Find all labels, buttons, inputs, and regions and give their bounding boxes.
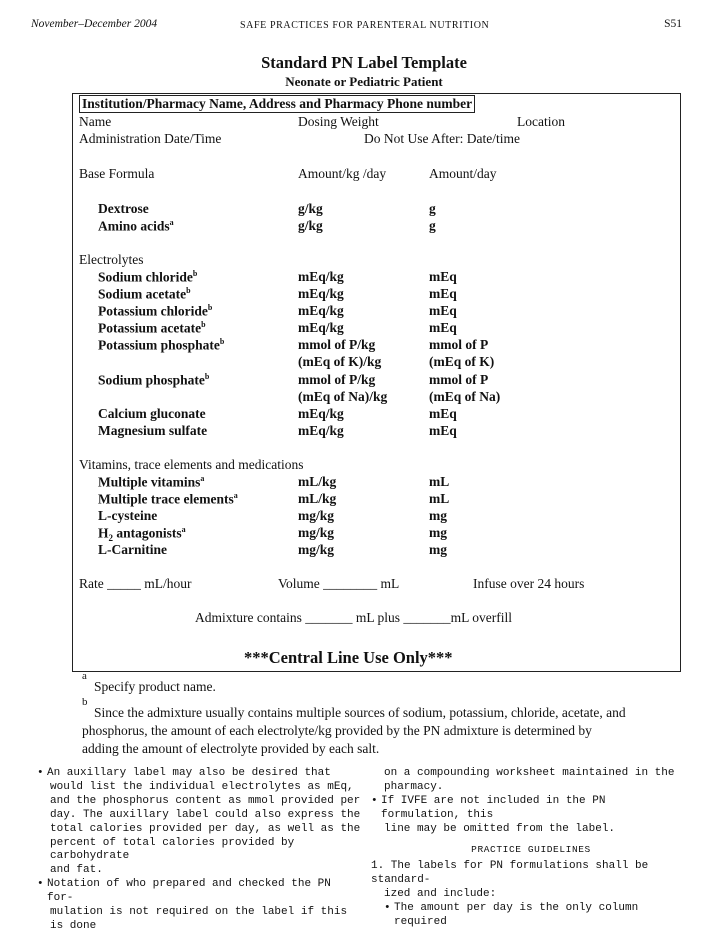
row-perkg: mEq/kg	[298, 303, 344, 318]
row-perkg: g/kg	[298, 218, 323, 233]
row-perday: g	[429, 201, 436, 216]
body-text-line: and the phosphorus content as mmol provided per	[50, 794, 361, 807]
body-text-line: • The amount per day is the only column required	[384, 902, 691, 930]
row-perkg: mEq/kg	[298, 320, 344, 335]
page-subtitle: Neonate or Pediatric Patient	[285, 74, 443, 89]
name-label: Name	[79, 114, 112, 129]
page-title: Standard PN Label Template	[261, 53, 467, 72]
rate-field: Rate _____ mL/hour	[79, 576, 192, 591]
footnote-b-line: adding the amount of electrolyte provided by each salt.	[82, 741, 380, 756]
row-perday: mEq	[429, 320, 457, 335]
page-number: S51	[664, 18, 682, 30]
row-perday: mmol of P	[429, 372, 489, 387]
row-perday: mg	[429, 542, 447, 557]
row-perday: mg	[429, 525, 447, 540]
volume-field: Volume ________ mL	[278, 576, 400, 591]
admixture-field: Admixture contains _______ mL plus _______mL overfill	[195, 610, 512, 625]
footnote-ref: b	[201, 320, 206, 329]
body-text-line: day. The auxillary label could also express the	[50, 808, 361, 821]
row-perday: mg	[429, 508, 447, 523]
column-header-amount-per-kg: Amount/kg /day	[298, 166, 387, 181]
row-name-l-cysteine: L-cysteine	[98, 508, 158, 523]
row-name-amino-acids: Amino acids$^a$	[98, 218, 174, 234]
row-perday: (mEq of Na)	[429, 389, 501, 404]
row-perday: mmol of P	[429, 337, 489, 352]
row-perkg: mL/kg	[298, 491, 337, 506]
row-name-multiple-vitamins: Multiple vitamins$^a$	[98, 474, 205, 490]
row-perkg: mmol of P/kg	[298, 372, 376, 387]
row-perkg: mEq/kg	[298, 406, 344, 421]
body-text-line: • If IVFE are not included in the PN formulation, this	[371, 795, 691, 823]
subscript: 2	[108, 533, 114, 544]
section-heading-practice-guidelines: PRACTICE GUIDELINES	[471, 843, 591, 855]
row-perkg: mg/kg	[298, 525, 335, 540]
row-name-multiple-trace-elements: Multiple trace elements$^a$	[98, 491, 238, 507]
footnote-ref: b	[192, 269, 198, 278]
body-text-line: total calories provided per day, as well as the	[50, 822, 361, 835]
footnote-ref: b	[204, 372, 210, 381]
column-header-base-formula: Base Formula	[79, 166, 155, 181]
institution-box: Institution/Pharmacy Name, Address and Pharmacy Phone number	[79, 95, 475, 113]
running-header-title: SAFE PRACTICES FOR PARENTERAL NUTRITION	[240, 20, 490, 31]
running-header-date: November–December 2004	[31, 18, 158, 30]
central-line-warning: ***Central Line Use Only***	[244, 648, 453, 667]
footnote-ref: a	[233, 491, 238, 500]
body-text-line: would list the individual electrolytes as mEq,	[50, 780, 354, 793]
row-perkg: mEq/kg	[298, 423, 344, 438]
row-perkg: mEq/kg	[298, 269, 344, 284]
row-perkg: mL/kg	[298, 474, 337, 489]
row-perday: mEq	[429, 406, 457, 421]
row-name-potassium-chloride: Potassium chloride$^b$	[98, 303, 213, 319]
row-name-sodium-acetate: Sodium acetate$^b$	[98, 286, 191, 302]
row-perday: g	[429, 218, 436, 233]
row-name-l-carnitine: L-Carnitine	[98, 542, 167, 557]
row-perkg: mEq/kg	[298, 286, 344, 301]
footnote-a-text: Specify product name.	[94, 679, 216, 694]
body-text-line: and fat.	[50, 864, 103, 877]
body-text-line: 1. The labels for PN formulations shall be standard-	[371, 860, 649, 887]
body-text-line: ized and include:	[384, 888, 497, 901]
row-perkg: mmol of P/kg	[298, 337, 376, 352]
row-name-calcium-gluconate: Calcium gluconate	[98, 406, 206, 421]
body-text-line: • An auxillary label may also be desired that	[37, 767, 362, 781]
location-label: Location	[517, 114, 565, 129]
body-column-left	[37, 767, 362, 934]
body-text-line: on a compounding worksheet maintained in the	[384, 767, 675, 779]
row-name-magnesium-sulfate: Magnesium sulfate	[98, 423, 208, 438]
row-perkg: (mEq of Na)/kg	[298, 389, 388, 404]
body-text-line: mulation is not required on the label if this is done	[50, 906, 348, 932]
body-text-line: line may be omitted from the label.	[384, 822, 616, 835]
administration-date-label: Administration Date/Time	[79, 131, 222, 146]
footnote-ref: b	[186, 286, 191, 295]
footnote-b-line: phosphorus, the amount of each electrolyte/kg provided by the PN admixture is determined by	[82, 723, 592, 738]
row-perkg: mg/kg	[298, 542, 335, 557]
footnote-b-mark: b	[82, 696, 88, 708]
row-perday: mEq	[429, 286, 457, 301]
row-perday: mEq	[429, 423, 457, 438]
footnote-ref: a	[181, 525, 186, 534]
row-perday: mL	[429, 474, 450, 489]
body-text-line: percent of total calories provided by carbohydrate	[50, 836, 295, 863]
infuse-duration: Infuse over 24 hours	[473, 576, 585, 591]
row-name-sodium-phosphate: Sodium phosphate$^b$	[98, 372, 210, 388]
electrolytes-heading: Electrolytes	[79, 252, 144, 267]
column-header-amount-per-day: Amount/day	[429, 166, 497, 181]
vitamins-heading: Vitamins, trace elements and medications	[79, 457, 304, 472]
row-perday: mEq	[429, 303, 457, 318]
row-name-potassium-phosphate: Potassium phosphate$^b$	[98, 337, 225, 353]
row-perkg: (mEq of K)/kg	[298, 354, 382, 369]
row-perkg: mg/kg	[298, 508, 335, 523]
footnote-b-line: Since the admixture usually contains multiple sources of sodium, potassium, chloride, acetate, and	[94, 705, 626, 720]
row-perday: mEq	[429, 269, 457, 284]
row-name-h2-antagonists: $H_2$ antagonists$^a$	[98, 525, 186, 544]
row-perkg: g/kg	[298, 201, 323, 216]
row-name-sodium-chloride: Sodium chloride$^b$	[98, 269, 198, 285]
row-name-dextrose: Dextrose	[98, 201, 149, 216]
row-name-potassium-acetate: Potassium acetate$^b$	[98, 320, 206, 336]
footnote-a-mark: a	[82, 670, 87, 682]
footnote-ref: a	[200, 474, 205, 483]
row-perday: mL	[429, 491, 450, 506]
do-not-use-label: Do Not Use After: Date/time	[364, 131, 520, 146]
row-perday: (mEq of K)	[429, 354, 495, 369]
footnote-ref: b	[219, 337, 225, 346]
footnote-ref: b	[207, 303, 213, 312]
footnote-ref: a	[169, 218, 174, 227]
body-text-line: pharmacy.	[384, 780, 444, 793]
body-column-right	[371, 767, 691, 930]
body-text-line: • Notation of who prepared and checked the PN for-	[37, 878, 362, 906]
dosing-weight-label: Dosing Weight	[298, 114, 379, 129]
